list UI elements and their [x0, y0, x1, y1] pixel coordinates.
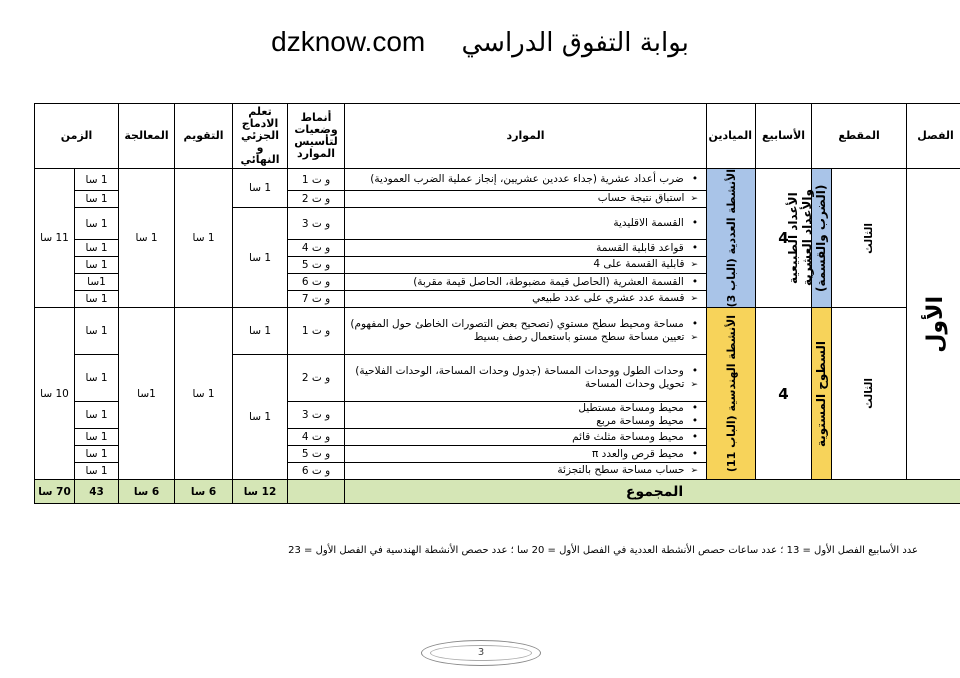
- resources-cell: [345, 355, 707, 402]
- pattern-cell: و ت 3: [288, 402, 345, 429]
- resources-cell: [345, 257, 707, 274]
- time-cell: 1 سا: [75, 208, 119, 240]
- total-time-cell: 10 سا: [35, 308, 75, 480]
- resource-item: • ضرب أعداد عشرية (جداء عددين عشريين، إنجاز عملية الضرب العمودية): [348, 173, 698, 186]
- totals-time-sum: 43: [75, 480, 119, 504]
- totals-total: 70 سا: [35, 480, 75, 504]
- totals-remediation: 6 سا: [119, 480, 175, 504]
- header-time: الزمن: [35, 104, 119, 169]
- pattern-cell: و ت 4: [288, 429, 345, 446]
- pattern-cell: و ت 5: [288, 257, 345, 274]
- pattern-cell: و ت 7: [288, 291, 345, 308]
- pattern-cell: و ت 3: [288, 208, 345, 240]
- resource-item: • محيط قرص والعدد π: [348, 448, 698, 461]
- integration-cell: 1 سا: [233, 308, 288, 355]
- segment-cell: [786, 169, 832, 308]
- segment-order: الثالث: [863, 378, 876, 410]
- resources-cell: [345, 308, 707, 355]
- header-weeks: الأسابيع: [756, 104, 812, 169]
- header-integration: تعلم الادماج الجزئي و النهائي: [233, 104, 288, 169]
- resources-cell: [345, 169, 707, 191]
- remediation-cell: 1 سا: [119, 169, 175, 308]
- resource-item: • وحدات الطول ووحدات المساحة (جدول وحدات المساحة، الوحدات الفلاحية): [348, 365, 698, 378]
- resource-item: • قواعد قابلية القسمة: [348, 242, 698, 255]
- resource-item: ➢ استباق نتيجة حساب: [348, 192, 698, 206]
- segment-order-cell: [832, 308, 907, 480]
- time-cell: 1 سا: [75, 308, 119, 355]
- integration-cell: 1 سا: [233, 169, 288, 208]
- header-resources: الموارد: [345, 104, 707, 169]
- resources-cell: [345, 240, 707, 257]
- evaluation-cell: 1 سا: [175, 308, 233, 480]
- domain-name: الأنشطة الهندسية (الباب 11): [724, 315, 738, 473]
- totals-integration: 12 سا: [233, 480, 288, 504]
- page-number: 3: [421, 640, 541, 666]
- portal-title: بوابة التفوق الدراسي: [461, 28, 689, 58]
- weeks-cell: 4: [756, 169, 812, 308]
- lesson-plan-table: [34, 103, 960, 504]
- header-remediation: المعالجة: [119, 104, 175, 169]
- resource-item: ➢ حساب مساحة سطح بالتجزئة: [348, 464, 698, 478]
- totals-row: [35, 480, 960, 504]
- resources-cell: [345, 463, 707, 480]
- header-segment: المقطع: [812, 104, 907, 169]
- resources-cell: [345, 402, 707, 429]
- resource-item: • القسمة العشرية (الحاصل قيمة مضبوطة، الحاصل قيمة مقربة): [348, 276, 698, 289]
- segment-order-cell: [832, 169, 907, 308]
- resource-item: • محيط ومساحة مستطيل: [348, 402, 698, 415]
- pattern-cell: و ت 2: [288, 191, 345, 208]
- domain-name: الأنشطة العددية (الباب 3): [724, 169, 738, 308]
- time-cell: 1 سا: [75, 240, 119, 257]
- header-patterns: أنماط وضعيات لتأسيس الموارد: [288, 104, 345, 169]
- pattern-cell: و ت 1: [288, 169, 345, 191]
- resources-cell: [345, 291, 707, 308]
- header-term: الفصل: [907, 104, 960, 169]
- time-cell: 1 سا: [75, 429, 119, 446]
- resource-item: • مساحة ومحيط سطح مستوي (تصحيح بعض التصورات الخاطئ حول المفهوم): [348, 318, 698, 331]
- integration-cell: 1 سا: [233, 208, 288, 308]
- resources-cell: [345, 446, 707, 463]
- totals-label: المجموع: [345, 480, 960, 504]
- time-cell: 1 سا: [75, 169, 119, 191]
- resource-item: • القسمة الاقليدية: [348, 217, 698, 230]
- evaluation-cell: 1 سا: [175, 169, 233, 308]
- term-cell: [907, 169, 960, 480]
- segment-cell: [812, 308, 832, 480]
- total-time-cell: 11 سا: [35, 169, 75, 308]
- pattern-cell: و ت 1: [288, 308, 345, 355]
- pattern-cell: و ت 6: [288, 463, 345, 480]
- weeks-cell: 4: [756, 308, 812, 480]
- resources-cell: [345, 274, 707, 291]
- time-cell: 1 سا: [75, 446, 119, 463]
- pattern-cell: و ت 2: [288, 355, 345, 402]
- pattern-cell: و ت 5: [288, 446, 345, 463]
- resource-item: ➢ تحويل وحدات المساحة: [348, 378, 698, 392]
- pattern-cell: و ت 6: [288, 274, 345, 291]
- time-cell: 1 سا: [75, 191, 119, 208]
- resource-item: ➢ قسمة عدد عشري على عدد طبيعي: [348, 292, 698, 306]
- integration-cell: 1 سا: [233, 355, 288, 480]
- page-title: [0, 26, 960, 58]
- time-cell: 1 سا: [75, 291, 119, 308]
- term-label: الأول: [923, 295, 949, 353]
- pattern-cell: و ت 4: [288, 240, 345, 257]
- resources-cell: [345, 429, 707, 446]
- resource-item: ➢ تعيين مساحة سطح مستو باستعمال رصف بسيط: [348, 331, 698, 345]
- resources-cell: [345, 191, 707, 208]
- segment-order: الثالث: [863, 222, 876, 254]
- totals-patterns: [288, 480, 345, 504]
- time-cell: 1 سا: [75, 257, 119, 274]
- table-row: [35, 308, 960, 355]
- summary-note: عدد الأسابيع الفصل الأول = 13 ؛ عدد ساعات حصص الأنشطة العددية في الفصل الأول = 20 سا ؛ عدد حصص الأنشطة الهندسية في الفصل الأول = 23: [288, 545, 918, 556]
- site-name: dzknow.com: [271, 26, 426, 57]
- resources-cell: [345, 208, 707, 240]
- time-cell: 1سا: [75, 274, 119, 291]
- remediation-cell: 1سا: [119, 308, 175, 480]
- header-evaluation: التقويم: [175, 104, 233, 169]
- header-domains: الميادين: [707, 104, 756, 169]
- segment-name: الأعداد الطبيعية والأعداد العشرية (الضرب والقسمة): [786, 184, 829, 292]
- table-row: [35, 169, 960, 191]
- segment-name: السطوح المستوية: [814, 340, 829, 447]
- totals-evaluation: 6 سا: [175, 480, 233, 504]
- resource-item: • محيط ومساحة مربع: [348, 415, 698, 428]
- time-cell: 1 سا: [75, 355, 119, 402]
- domain-cell: [707, 169, 756, 308]
- resource-item: • محيط ومساحة مثلث قائم: [348, 431, 698, 444]
- domain-cell: [707, 308, 756, 480]
- time-cell: 1 سا: [75, 402, 119, 429]
- time-cell: 1 سا: [75, 463, 119, 480]
- resource-item: ➢ قابلية القسمة على 4: [348, 258, 698, 272]
